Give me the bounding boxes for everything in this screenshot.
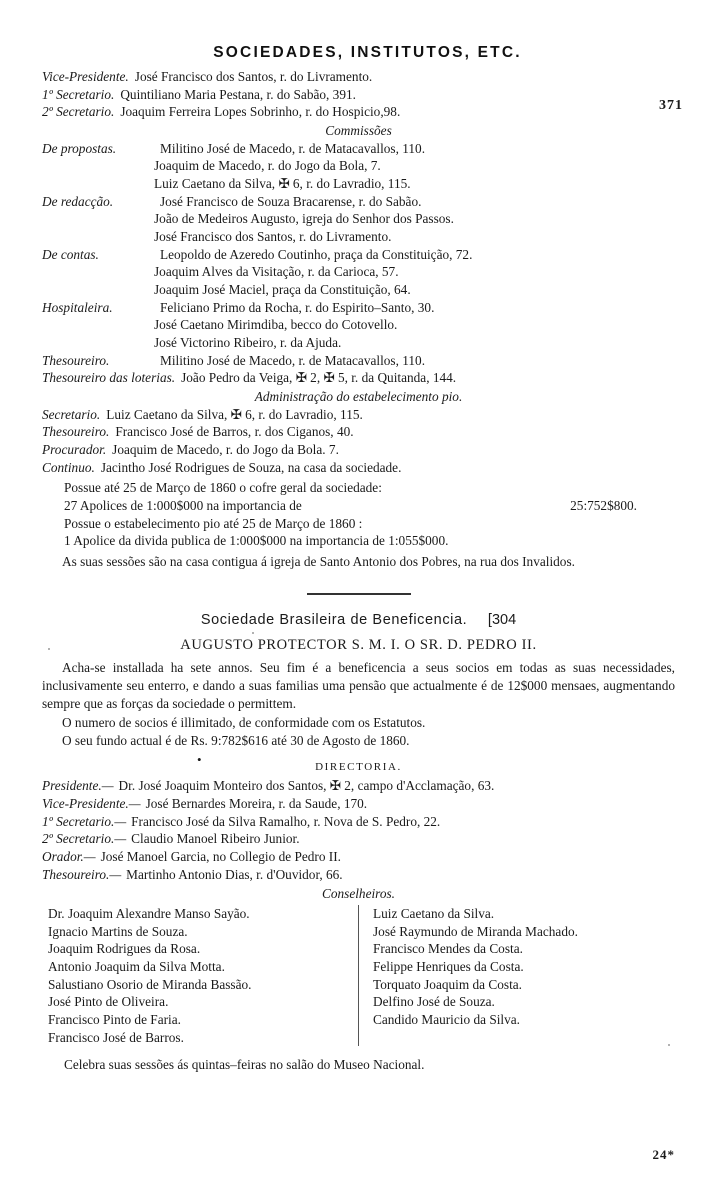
- assets-amount-row: [42, 497, 675, 515]
- commission-block: [42, 246, 675, 299]
- admin-row: [42, 459, 675, 477]
- directoria-value: Claudio Manoel Ribeiro Junior.: [131, 831, 300, 847]
- directoria-value: José Bernardes Moreira, r. da Saude, 170.: [145, 796, 368, 812]
- counsellor-item: Dr. Joaquim Alexandre Manso Sayão.: [48, 906, 250, 922]
- officer-role: 2º Secretario.: [42, 104, 115, 120]
- page-speck: [48, 648, 50, 650]
- commission-member: Luiz Caetano da Silva, ✠ 6, r. do Lavradio, 115.: [154, 176, 411, 192]
- directoria-role: Presidente.—: [42, 778, 114, 794]
- counsellors-column-left: [42, 905, 359, 1046]
- commission-member: José Caetano Mirimdiba, becco do Cotovello.: [154, 317, 398, 333]
- directoria-role: Vice-Presidente.—: [42, 796, 141, 812]
- society-two-closing: Celebra suas sessões ás quintas–feiras no salão do Museo Nacional.: [64, 1057, 425, 1073]
- treasurer-row: [42, 352, 675, 370]
- assets-line: 27 Apolices de 1:000$000 na importancia de: [64, 498, 302, 514]
- counsellor-item: Francisco José de Barros.: [48, 1029, 184, 1045]
- treasurer-value: João Pedro da Veiga, ✠ 2, ✠ 5, r. da Quitanda, 144.: [181, 370, 457, 386]
- assets-line: Possue o estabelecimento pio até 25 de Março de 1860 :: [64, 515, 363, 531]
- page-running-head: SOCIEDADES, INSTITUTOS, ETC.: [213, 44, 522, 61]
- counsellor-item: Candido Mauricio da Silva.: [373, 1012, 520, 1028]
- officer-list: [42, 68, 675, 121]
- officer-role: Vice-Presidente.: [42, 69, 129, 84]
- counsellors-column-right: [359, 905, 675, 1046]
- admin-value: Luiz Caetano da Silva, ✠ 6, r. do Lavradio, 115.: [106, 406, 363, 422]
- counsellors-columns: [42, 905, 675, 1046]
- commission-role: Hospitaleira.: [42, 299, 113, 315]
- admin-row: [42, 423, 675, 441]
- commission-role: De redacção.: [42, 193, 114, 209]
- society-two-title-row: [42, 611, 675, 630]
- directoria-row: [42, 795, 675, 813]
- commission-first-line: [42, 140, 675, 158]
- document-body: [42, 68, 675, 1074]
- directoria-role: 1º Secretario.—: [42, 813, 127, 829]
- page-folio: 371: [659, 98, 683, 113]
- page-speck: [252, 632, 254, 634]
- society-two-entry-number: [304: [487, 611, 517, 628]
- commission-member: Joaquim Alves da Visitação, r. da Carioca, 57.: [154, 264, 399, 280]
- society-two-paragraph: O seu fundo actual é de Rs. 9:782$616 até 30 de Agosto de 1860.: [62, 733, 410, 749]
- commission-member: José Victorino Ribeiro, r. da Ajuda.: [154, 335, 342, 351]
- counsellor-item: José Raymundo de Miranda Machado.: [373, 923, 578, 939]
- admin-row: [42, 441, 675, 459]
- commission-member: Joaquim de Macedo, r. do Jogo da Bola, 7.: [154, 158, 381, 174]
- directoria-row: [42, 777, 675, 795]
- treasurer-value: Militino José de Macedo, r. de Matacavallos, 110.: [160, 352, 426, 368]
- commission-member: Feliciano Primo da Rocha, r. do Espirito–Santo, 30.: [160, 299, 435, 315]
- society-two-protector: AUGUSTO PROTECTOR S. M. I. O SR. D. PEDRO II.: [180, 637, 537, 654]
- commission-member: Militino José de Macedo, r. de Matacavallos, 110.: [160, 140, 426, 156]
- counsellor-item: Luiz Caetano da Silva.: [373, 906, 495, 922]
- admin-value: Francisco José de Barros, r. dos Ciganos, 40.: [115, 424, 354, 440]
- section-divider: [307, 593, 411, 595]
- society-two-paragraph: Acha-se installada ha sete annos. Seu fim é a beneficencia a seus socios em todas as suas necessidades, inclusivamente seu enterro, e dando a suas familias uma pensão que actualmente é de 12$000 mensaes, augmentando sempre que as forças da sociedade o permittem.: [42, 660, 675, 711]
- directoria-role: Thesoureiro.—: [42, 866, 122, 882]
- directoria-value: José Manoel Garcia, no Collegio de Pedro II.: [100, 849, 341, 865]
- society-two-paragraph: O numero de socios é illimitado, de conformidade com os Estatutos.: [62, 715, 426, 731]
- directoria-heading-row: [42, 751, 675, 775]
- counsellor-item: Francisco Mendes da Costa.: [373, 941, 523, 957]
- admin-role: Secretario.: [42, 406, 101, 422]
- signature-mark: 24*: [652, 1147, 675, 1162]
- commission-first-line: [42, 193, 675, 211]
- commission-role: De propostas.: [42, 140, 117, 156]
- assets-block: [42, 479, 675, 550]
- directoria-row: [42, 866, 675, 884]
- directoria-value: Francisco José da Silva Ramalho, r. Nova de S. Pedro, 22.: [131, 813, 441, 829]
- commission-member: João de Medeiros Augusto, igreja do Senhor dos Passos.: [154, 211, 454, 227]
- officer-value: José Francisco dos Santos, r. do Livramento.: [134, 69, 373, 84]
- commission-member: José Francisco dos Santos, r. do Livramento.: [154, 229, 392, 245]
- officer-value: Quintiliano Maria Pestana, r. do Sabão, 391.: [120, 86, 356, 102]
- assets-line: 1 Apolice da divida publica de 1:000$000 na importancia de 1:055$000.: [64, 533, 449, 549]
- directoria-role: Orador.—: [42, 849, 96, 865]
- commission-first-line: [42, 299, 675, 317]
- commission-member: Leopoldo de Azeredo Coutinho, praça da Constituição, 72.: [160, 246, 473, 262]
- officer-value: Joaquim Ferreira Lopes Sobrinho, r. do Hospicio,98.: [120, 104, 401, 120]
- officer-role: 1º Secretario.: [42, 86, 115, 102]
- commission-block: [42, 193, 675, 246]
- treasurer-role: Thesoureiro das loterias.: [42, 370, 176, 386]
- treasurer-role: Thesoureiro.: [42, 352, 110, 368]
- directoria-row: [42, 830, 675, 848]
- counsellors-heading: Conselheiros.: [321, 886, 395, 902]
- officer-row: [42, 103, 675, 121]
- directoria-value: Martinho Antonio Dias, r. d'Ouvidor, 66.: [126, 866, 343, 882]
- assets-amount: 25:752$800.: [570, 498, 637, 514]
- counsellor-item: José Pinto de Oliveira.: [48, 994, 169, 1010]
- commissions-heading: Commissões: [325, 123, 392, 139]
- commission-block: [42, 299, 675, 352]
- commission-first-line: [42, 246, 675, 264]
- admin-role: Continuo.: [42, 459, 95, 475]
- counsellor-item: Francisco Pinto de Faria.: [48, 1012, 181, 1028]
- counsellor-item: Torquato Joaquim da Costa.: [373, 976, 523, 992]
- admin-value: Jacintho José Rodrigues de Souza, na casa da sociedade.: [100, 459, 402, 475]
- admin-role: Thesoureiro.: [42, 424, 110, 440]
- officer-row: [42, 68, 675, 86]
- directoria-role: 2º Secretario.—: [42, 831, 127, 847]
- assets-line: Possue até 25 de Março de 1860 o cofre geral da sociedade:: [64, 480, 382, 496]
- directoria-row: [42, 848, 675, 866]
- commission-member: José Francisco de Souza Bracarense, r. do Sabão.: [160, 193, 422, 209]
- treasurer-row: [42, 369, 675, 387]
- directoria-list: [42, 777, 675, 883]
- page-speck: [668, 1044, 670, 1046]
- officer-row: [42, 86, 675, 104]
- directoria-heading: DIRECTORIA.: [315, 760, 402, 773]
- counsellor-item: Ignacio Martins de Souza.: [48, 923, 188, 939]
- admin-value: Joaquim de Macedo, r. do Jogo da Bola. 7.: [112, 442, 339, 458]
- society-two-title: Sociedade Brasileira de Beneficencia.: [200, 611, 468, 628]
- counsellor-item: Antonio Joaquim da Silva Motta.: [48, 959, 225, 975]
- admin-heading: Administração do estabelecimento pio.: [254, 389, 463, 405]
- commission-role: De contas.: [42, 246, 99, 262]
- document-page: [0, 44, 715, 1191]
- society-one-note: As suas sessões são na casa contigua á igreja de Santo Antonio dos Pobres, na rua dos Invalidos.: [62, 554, 575, 570]
- counsellor-item: Felippe Henriques da Costa.: [373, 959, 524, 975]
- counsellor-item: Delfino José de Souza.: [373, 994, 495, 1010]
- admin-row: [42, 406, 675, 424]
- directoria-value: Dr. José Joaquim Monteiro dos Santos, ✠ 2, campo d'Acclamação, 63.: [118, 778, 495, 794]
- counsellor-item: Salustiano Osorio de Miranda Bassão.: [48, 976, 252, 992]
- ornament-dot: •: [197, 751, 204, 767]
- directoria-row: [42, 813, 675, 831]
- commission-block: [42, 140, 675, 193]
- commission-member: Joaquim José Maciel, praça da Constituição, 64.: [154, 282, 411, 298]
- admin-role: Procurador.: [42, 442, 107, 458]
- counsellor-item: Joaquim Rodrigues da Rosa.: [48, 941, 201, 957]
